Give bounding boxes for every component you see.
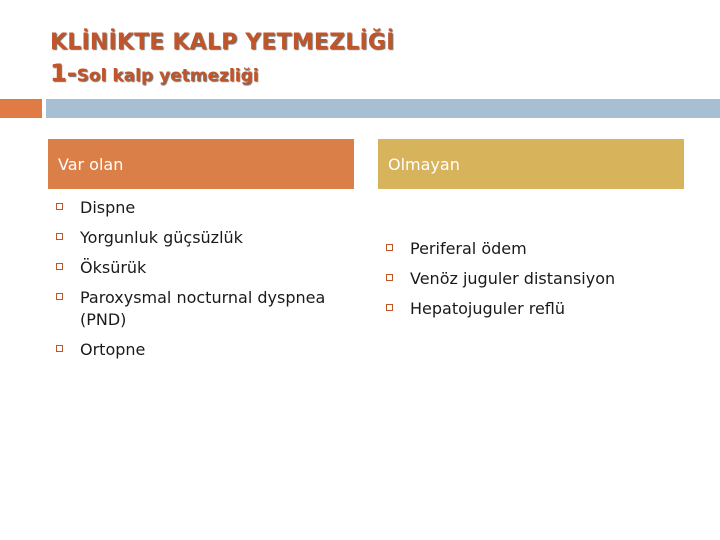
list-item (52, 257, 342, 279)
list-item-text: Yorgunluk güçsüzlük (80, 228, 243, 247)
list-item-text: Paroxysmal nocturnal dyspnea (PND) (80, 288, 326, 329)
list-item (382, 268, 692, 290)
bullet-square-icon (386, 244, 393, 251)
list-item (52, 227, 342, 249)
column-header-absent: Olmayan (378, 139, 684, 189)
bullet-square-icon (56, 203, 63, 210)
bullet-square-icon (56, 233, 63, 240)
absent-findings-list (382, 238, 692, 328)
title-line-2 (50, 58, 395, 91)
title-subtitle: Sol kalp yetmezliği (76, 66, 259, 86)
present-findings-list (52, 197, 342, 369)
list-item-text: Dispne (80, 198, 136, 217)
bullet-square-icon (386, 304, 393, 311)
slide-title (50, 28, 395, 91)
list-item (52, 339, 342, 361)
title-line-1: KLİNİKTE KALP YETMEZLİĞİ (50, 30, 395, 55)
list-item-text: Öksürük (80, 258, 147, 277)
bullet-square-icon (56, 345, 63, 352)
list-item (382, 238, 692, 260)
list-item-text: Ortopne (80, 340, 146, 359)
title-number: 1- (50, 59, 77, 87)
list-item-text: Hepatojuguler reflü (410, 299, 566, 318)
list-item (52, 287, 342, 331)
bullet-square-icon (56, 293, 63, 300)
list-item-text: Periferal ödem (410, 239, 527, 258)
list-item (382, 298, 692, 320)
accent-bar (46, 99, 720, 118)
list-item (52, 197, 342, 219)
list-item-text: Venöz juguler distansiyon (410, 269, 616, 288)
bullet-square-icon (56, 263, 63, 270)
column-header-present: Var olan (48, 139, 354, 189)
accent-block (0, 99, 42, 118)
bullet-square-icon (386, 274, 393, 281)
